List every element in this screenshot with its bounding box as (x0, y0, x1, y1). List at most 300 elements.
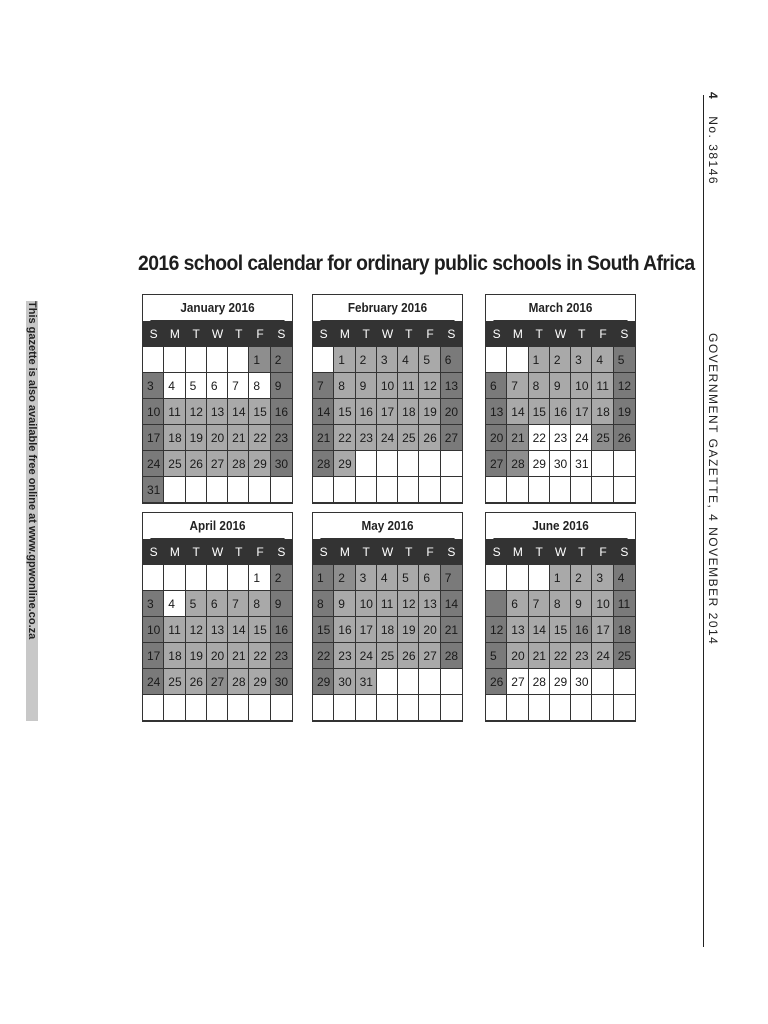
weekday-label: W (381, 545, 394, 559)
day-cell: 25 (164, 669, 185, 695)
day-cell: 31 (571, 451, 592, 477)
day-cell: 6 (507, 591, 528, 617)
day-cell: 28 (228, 669, 249, 695)
day-cell: 10 (377, 373, 398, 399)
day-cell: 25 (398, 425, 419, 451)
month-calendar (485, 512, 636, 722)
day-cell: 16 (550, 399, 571, 425)
day-cell (207, 347, 228, 373)
day-cell: 15 (249, 617, 270, 643)
day-cell (271, 695, 292, 721)
day-cell: 9 (271, 373, 292, 399)
page-number: 4 (706, 92, 720, 101)
weekday-label: S (620, 545, 629, 559)
day-cell: 12 (186, 617, 207, 643)
day-cell: 19 (186, 643, 207, 669)
weekday-label: S (277, 545, 286, 559)
day-cell: 18 (592, 399, 613, 425)
day-cell: 5 (398, 565, 419, 591)
page-header (706, 92, 720, 185)
weekday-header-row (313, 539, 462, 565)
day-cell: 30 (334, 669, 355, 695)
day-cell: 31 (356, 669, 377, 695)
day-cell: 25 (592, 425, 613, 451)
day-cell: 9 (571, 591, 592, 617)
day-cell: 4 (164, 591, 185, 617)
day-cell: 4 (377, 565, 398, 591)
day-cell: 2 (334, 565, 355, 591)
day-cell: 28 (507, 451, 528, 477)
weekday-label: T (535, 327, 543, 341)
day-cell: 3 (377, 347, 398, 373)
day-cell (529, 695, 550, 721)
day-cell: 8 (334, 373, 355, 399)
weekday-label: T (578, 327, 586, 341)
day-cell: 20 (207, 643, 228, 669)
day-cell: 4 (164, 373, 185, 399)
issue-number: No. 38146 (706, 116, 720, 186)
day-cell: 7 (529, 591, 550, 617)
day-cell: 1 (313, 565, 334, 591)
day-cell: 24 (592, 643, 613, 669)
day-cell: 18 (164, 425, 185, 451)
day-cell: 19 (186, 425, 207, 451)
day-cell (228, 565, 249, 591)
day-cell: 8 (249, 373, 270, 399)
weekday-label: F (256, 327, 264, 341)
day-cell: 25 (377, 643, 398, 669)
day-cell: 7 (441, 565, 462, 591)
month-name: May 2016 (320, 513, 454, 539)
day-cell (398, 451, 419, 477)
day-cell (186, 565, 207, 591)
weekday-label: M (169, 545, 180, 559)
day-cell: 15 (334, 399, 355, 425)
weekday-label: S (492, 327, 501, 341)
weekday-label: W (381, 327, 394, 341)
day-cell: 22 (529, 425, 550, 451)
day-cell: 13 (441, 373, 462, 399)
day-cell: 16 (571, 617, 592, 643)
day-cell (441, 451, 462, 477)
day-cell (550, 477, 571, 503)
day-cell (249, 695, 270, 721)
day-cell (614, 669, 635, 695)
day-cell: 19 (398, 617, 419, 643)
day-cell: 1 (550, 565, 571, 591)
day-cell: 4 (614, 565, 635, 591)
day-cell: 30 (550, 451, 571, 477)
day-cell: 4 (398, 347, 419, 373)
day-cell (550, 695, 571, 721)
day-cell (143, 695, 164, 721)
weekday-label: T (192, 327, 200, 341)
day-cell: 25 (164, 451, 185, 477)
day-cell: 27 (207, 669, 228, 695)
weekday-label: T (235, 327, 243, 341)
day-cell (398, 477, 419, 503)
day-cell: 20 (441, 399, 462, 425)
day-cell: 20 (486, 425, 507, 451)
day-cell: 29 (249, 669, 270, 695)
weekday-label: T (405, 545, 413, 559)
day-cell: 19 (419, 399, 440, 425)
day-cell: 13 (486, 399, 507, 425)
day-cell: 7 (507, 373, 528, 399)
day-cell: 3 (143, 373, 164, 399)
day-cell: 3 (356, 565, 377, 591)
day-cell: 7 (313, 373, 334, 399)
day-cell: 24 (143, 451, 164, 477)
day-cell: 22 (249, 425, 270, 451)
day-cell: 28 (228, 451, 249, 477)
weekday-label: S (319, 327, 328, 341)
weekday-label: M (169, 327, 180, 341)
day-cell: 29 (550, 669, 571, 695)
day-cell (614, 477, 635, 503)
day-cell: 13 (207, 399, 228, 425)
month-calendar (485, 294, 636, 504)
day-cell: 23 (356, 425, 377, 451)
day-cell: 13 (207, 617, 228, 643)
day-cell (529, 565, 550, 591)
day-grid (143, 565, 292, 721)
day-cell: 27 (419, 643, 440, 669)
day-cell: 1 (249, 565, 270, 591)
day-cell: 18 (614, 617, 635, 643)
day-cell: 5 (486, 643, 507, 669)
weekday-label: S (492, 545, 501, 559)
day-cell (377, 477, 398, 503)
day-cell: 30 (571, 669, 592, 695)
weekday-label: S (149, 545, 158, 559)
day-cell (441, 477, 462, 503)
day-cell: 5 (614, 347, 635, 373)
day-cell: 12 (419, 373, 440, 399)
day-cell (228, 347, 249, 373)
day-cell: 9 (271, 591, 292, 617)
day-cell (398, 695, 419, 721)
day-cell (164, 477, 185, 503)
day-cell (571, 695, 592, 721)
day-cell (614, 695, 635, 721)
day-cell: 10 (356, 591, 377, 617)
day-cell: 15 (249, 399, 270, 425)
weekday-label: W (554, 545, 567, 559)
online-notice (26, 301, 38, 721)
day-cell: 22 (313, 643, 334, 669)
weekday-label: S (149, 327, 158, 341)
day-cell: 29 (529, 451, 550, 477)
weekday-label: T (535, 545, 543, 559)
day-cell (592, 477, 613, 503)
day-cell (419, 477, 440, 503)
day-cell: 28 (441, 643, 462, 669)
day-cell: 2 (356, 347, 377, 373)
day-cell: 7 (228, 591, 249, 617)
day-cell: 14 (441, 591, 462, 617)
day-cell (592, 451, 613, 477)
day-cell: 31 (143, 477, 164, 503)
day-cell (507, 347, 528, 373)
day-cell (143, 347, 164, 373)
day-cell: 1 (249, 347, 270, 373)
day-cell: 15 (313, 617, 334, 643)
day-cell: 29 (249, 451, 270, 477)
day-cell: 1 (334, 347, 355, 373)
day-cell: 5 (186, 591, 207, 617)
day-cell: 1 (529, 347, 550, 373)
weekday-label: M (512, 327, 523, 341)
day-cell: 14 (529, 617, 550, 643)
day-cell (334, 477, 355, 503)
online-notice-text: This gazette is also available free online at (26, 301, 38, 523)
day-cell: 25 (614, 643, 635, 669)
weekday-header-row (486, 321, 635, 347)
day-cell: 8 (313, 591, 334, 617)
weekday-label: S (277, 327, 286, 341)
day-cell: 26 (419, 425, 440, 451)
day-cell: 28 (529, 669, 550, 695)
day-cell (356, 477, 377, 503)
day-cell: 15 (529, 399, 550, 425)
day-cell: 26 (186, 451, 207, 477)
day-cell (356, 451, 377, 477)
day-cell (507, 477, 528, 503)
day-cell: 11 (614, 591, 635, 617)
day-cell: 5 (186, 373, 207, 399)
day-cell (228, 477, 249, 503)
weekday-label: F (599, 327, 607, 341)
weekday-label: S (620, 327, 629, 341)
month-name: April 2016 (150, 513, 284, 539)
day-cell: 26 (398, 643, 419, 669)
weekday-label: W (554, 327, 567, 341)
day-cell: 27 (486, 451, 507, 477)
day-cell (249, 477, 270, 503)
day-cell (313, 695, 334, 721)
day-cell (313, 477, 334, 503)
day-cell: 6 (207, 591, 228, 617)
day-cell: 2 (271, 347, 292, 373)
day-cell: 28 (313, 451, 334, 477)
weekday-label: S (319, 545, 328, 559)
day-cell: 14 (313, 399, 334, 425)
weekday-header-row (143, 539, 292, 565)
day-cell (207, 565, 228, 591)
day-cell: 18 (377, 617, 398, 643)
weekday-label: T (362, 327, 370, 341)
day-cell: 26 (486, 669, 507, 695)
weekday-header-row (486, 539, 635, 565)
day-cell: 11 (398, 373, 419, 399)
day-cell: 14 (507, 399, 528, 425)
day-cell: 20 (207, 425, 228, 451)
day-cell: 29 (334, 451, 355, 477)
weekday-header-row (143, 321, 292, 347)
day-cell: 17 (143, 425, 164, 451)
day-cell: 14 (228, 399, 249, 425)
day-cell (419, 695, 440, 721)
day-cell: 7 (228, 373, 249, 399)
day-cell: 29 (313, 669, 334, 695)
day-cell: 27 (207, 451, 228, 477)
day-cell: 20 (419, 617, 440, 643)
day-cell: 11 (164, 617, 185, 643)
weekday-label: S (447, 327, 456, 341)
day-cell (377, 451, 398, 477)
day-cell: 6 (486, 373, 507, 399)
day-cell: 23 (550, 425, 571, 451)
weekday-label: T (405, 327, 413, 341)
day-cell (313, 347, 334, 373)
calendar-title: 2016 school calendar for ordinary public schools in South Africa (138, 252, 695, 275)
day-cell: 23 (271, 643, 292, 669)
day-cell: 2 (271, 565, 292, 591)
day-cell: 17 (592, 617, 613, 643)
day-cell: 24 (143, 669, 164, 695)
day-cell (592, 695, 613, 721)
month-name: June 2016 (493, 513, 627, 539)
day-cell (486, 591, 507, 617)
day-cell: 3 (592, 565, 613, 591)
day-cell: 8 (529, 373, 550, 399)
day-cell: 4 (592, 347, 613, 373)
day-cell: 16 (271, 617, 292, 643)
day-cell: 3 (571, 347, 592, 373)
day-cell: 21 (228, 425, 249, 451)
day-cell (207, 477, 228, 503)
day-cell: 10 (592, 591, 613, 617)
day-grid (313, 565, 462, 721)
weekday-label: F (599, 545, 607, 559)
weekday-label: T (362, 545, 370, 559)
day-cell (186, 695, 207, 721)
month-calendar (142, 294, 293, 504)
day-cell: 23 (571, 643, 592, 669)
day-grid (143, 347, 292, 503)
weekday-header-row (313, 321, 462, 347)
day-cell: 23 (334, 643, 355, 669)
day-cell (507, 565, 528, 591)
weekday-label: T (235, 545, 243, 559)
day-cell (207, 695, 228, 721)
day-cell (614, 451, 635, 477)
month-calendar (312, 512, 463, 722)
day-cell: 27 (507, 669, 528, 695)
day-cell: 24 (571, 425, 592, 451)
day-cell (486, 477, 507, 503)
day-cell: 6 (441, 347, 462, 373)
weekday-label: M (339, 545, 350, 559)
day-cell (486, 695, 507, 721)
weekday-label: M (512, 545, 523, 559)
day-cell: 9 (550, 373, 571, 399)
day-cell: 21 (529, 643, 550, 669)
day-cell: 15 (550, 617, 571, 643)
day-cell: 11 (592, 373, 613, 399)
day-cell: 26 (614, 425, 635, 451)
day-cell: 16 (356, 399, 377, 425)
day-cell: 22 (550, 643, 571, 669)
day-cell: 20 (507, 643, 528, 669)
day-cell: 26 (186, 669, 207, 695)
day-cell: 12 (614, 373, 635, 399)
day-cell (164, 565, 185, 591)
weekday-label: S (447, 545, 456, 559)
weekday-label: M (339, 327, 350, 341)
header-rule (703, 95, 704, 947)
gazette-url-link[interactable]: www.gpwonline.co.za (26, 525, 38, 640)
day-cell: 13 (419, 591, 440, 617)
day-cell: 8 (249, 591, 270, 617)
day-grid (313, 347, 462, 503)
day-cell: 6 (419, 565, 440, 591)
day-cell: 30 (271, 669, 292, 695)
day-cell (441, 695, 462, 721)
day-cell: 17 (143, 643, 164, 669)
day-cell (356, 695, 377, 721)
day-cell (441, 669, 462, 695)
day-cell: 14 (228, 617, 249, 643)
day-cell: 23 (271, 425, 292, 451)
day-cell (529, 477, 550, 503)
day-cell: 19 (614, 399, 635, 425)
day-cell (228, 695, 249, 721)
day-cell: 16 (271, 399, 292, 425)
day-cell: 24 (377, 425, 398, 451)
month-calendar (312, 294, 463, 504)
day-cell (486, 347, 507, 373)
day-cell: 11 (164, 399, 185, 425)
weekday-label: F (426, 327, 434, 341)
day-cell: 17 (356, 617, 377, 643)
day-cell (143, 565, 164, 591)
day-cell (571, 477, 592, 503)
weekday-label: W (211, 545, 224, 559)
day-cell: 22 (249, 643, 270, 669)
day-cell (592, 669, 613, 695)
month-name: February 2016 (320, 295, 454, 321)
day-cell: 10 (143, 617, 164, 643)
day-cell: 12 (486, 617, 507, 643)
publication-name: GOVERNMENT GAZETTE, 4 NOVEMBER 2014 (706, 333, 720, 646)
day-cell: 6 (207, 373, 228, 399)
day-cell (419, 451, 440, 477)
day-cell: 18 (164, 643, 185, 669)
month-name: January 2016 (150, 295, 284, 321)
day-cell: 17 (377, 399, 398, 425)
day-cell: 24 (356, 643, 377, 669)
day-cell: 5 (419, 347, 440, 373)
day-cell: 10 (143, 399, 164, 425)
day-cell: 21 (228, 643, 249, 669)
day-cell: 12 (398, 591, 419, 617)
day-cell: 8 (550, 591, 571, 617)
day-cell (486, 565, 507, 591)
day-cell (271, 477, 292, 503)
day-cell: 9 (356, 373, 377, 399)
day-cell: 3 (143, 591, 164, 617)
day-cell (186, 477, 207, 503)
day-cell: 18 (398, 399, 419, 425)
weekday-label: T (192, 545, 200, 559)
weekday-label: W (211, 327, 224, 341)
day-cell: 27 (441, 425, 462, 451)
day-cell: 21 (313, 425, 334, 451)
day-grid (486, 565, 635, 721)
day-cell (507, 695, 528, 721)
